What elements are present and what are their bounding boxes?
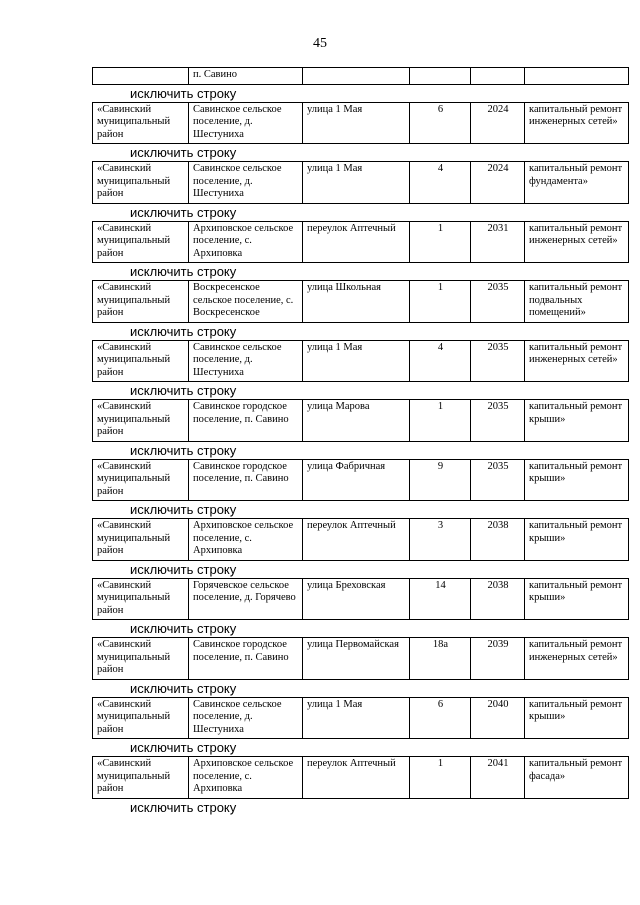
table-row [93, 340, 629, 382]
entry-table [92, 697, 629, 740]
district-cell: «Савинский муниципальный район [93, 102, 189, 144]
table-row [93, 578, 629, 620]
year-cell: 2039 [471, 638, 525, 680]
district-cell: «Савинский муниципальный район [93, 400, 189, 442]
street-cell: улица Марова [303, 400, 410, 442]
settlement-cell: Савинское городское поселение, п. Савино [189, 459, 303, 501]
house-number-cell: 3 [410, 519, 471, 561]
remove-row-instruction: исключить строку [130, 145, 237, 160]
remove-row-instruction: исключить строку [130, 740, 237, 755]
entry-table [92, 637, 629, 680]
page-number: 45 [313, 36, 327, 51]
settlement-cell: Горячевское сельское поселение, д. Горячево [189, 578, 303, 620]
street-cell: улица Бреховская [303, 578, 410, 620]
house-number-cell: 9 [410, 459, 471, 501]
district-cell: «Савинский муниципальный район [93, 578, 189, 620]
entry-table [92, 459, 629, 502]
year-cell: 2035 [471, 400, 525, 442]
house-number-cell: 18а [410, 638, 471, 680]
entries-list [92, 85, 623, 815]
prefix-table [92, 67, 629, 85]
table-row [93, 400, 629, 442]
table-row [93, 281, 629, 323]
district-cell: «Савинский муниципальный район [93, 697, 189, 739]
year-cell: 2035 [471, 281, 525, 323]
street-cell: переулок Аптечный [303, 519, 410, 561]
district-cell: «Савинский муниципальный район [93, 162, 189, 204]
entry-table [92, 161, 629, 204]
entry-table [92, 399, 629, 442]
entry-table [92, 518, 629, 561]
table-row [93, 757, 629, 799]
work-type-cell: капитальный ремонт подвальных помещений» [525, 281, 629, 323]
house-number-cell: 6 [410, 697, 471, 739]
remove-row-instruction: исключить строку [130, 204, 237, 220]
year-cell: 2024 [471, 162, 525, 204]
work-type-cell: капитальный ремонт инженерных сетей» [525, 340, 629, 382]
entry-table [92, 756, 629, 799]
street-cell: улица Первомайская [303, 638, 410, 680]
year-cell: 2038 [471, 578, 525, 620]
district-cell: «Савинский муниципальный район [93, 340, 189, 382]
house-number-cell: 14 [410, 578, 471, 620]
street-cell: улица Школьная [303, 281, 410, 323]
work-type-cell: капитальный ремонт крыши» [525, 400, 629, 442]
entry-table [92, 221, 629, 264]
settlement-cell: Савинское сельское поселение, д. Шестуниха [189, 102, 303, 144]
work-type-cell: капитальный ремонт инженерных сетей» [525, 102, 629, 144]
settlement-cell: Савинское сельское поселение, д. Шестуниха [189, 340, 303, 382]
remove-row-instruction: исключить строку [130, 799, 237, 815]
year-cell: 2038 [471, 519, 525, 561]
document-body [92, 67, 623, 816]
settlement-cell: Савинское сельское поселение, д. Шестуниха [189, 697, 303, 739]
district-cell: «Савинский муниципальный район [93, 519, 189, 561]
settlement-cell: Архиповское сельское поселение, с. Архиповка [189, 519, 303, 561]
settlement-cell: Архиповское сельское поселение, с. Архиповка [189, 757, 303, 799]
work-type-cell: капитальный ремонт крыши» [525, 578, 629, 620]
year-cell: 2040 [471, 697, 525, 739]
settlement-cell: Савинское городское поселение, п. Савино [189, 400, 303, 442]
district-cell: «Савинский муниципальный район [93, 638, 189, 680]
year-cell: 2041 [471, 757, 525, 799]
remove-row-instruction: исключить строку [130, 502, 237, 517]
district-cell: «Савинский муниципальный район [93, 221, 189, 263]
table-row [93, 697, 629, 739]
table-row [93, 221, 629, 263]
settlement-cell: Савинское сельское поселение, д. Шестуниха [189, 162, 303, 204]
settlement-cell: Воскресенское сельское поселение, с. Воскресенское [189, 281, 303, 323]
table-row [93, 459, 629, 501]
remove-row-instruction: исключить строку [130, 442, 237, 458]
year-cell: 2035 [471, 459, 525, 501]
street-cell: улица 1 Мая [303, 102, 410, 144]
table-row [93, 638, 629, 680]
remove-row-instruction: исключить строку [130, 264, 237, 279]
house-number-cell: 4 [410, 340, 471, 382]
house-number-cell: 1 [410, 400, 471, 442]
table-row [93, 162, 629, 204]
entry-table [92, 102, 629, 145]
house-number-cell: 1 [410, 281, 471, 323]
table-row [93, 519, 629, 561]
table-row [93, 68, 629, 85]
year-cell: 2035 [471, 340, 525, 382]
table-row [93, 102, 629, 144]
district-cell: «Савинский муниципальный район [93, 281, 189, 323]
remove-row-instruction: исключить строку [130, 680, 237, 696]
house-number-cell: 6 [410, 102, 471, 144]
work-type-cell: капитальный ремонт крыши» [525, 519, 629, 561]
settlement-cell: Савинское городское поселение, п. Савино [189, 638, 303, 680]
work-type-cell: капитальный ремонт инженерных сетей» [525, 221, 629, 263]
street-cell: улица 1 Мая [303, 697, 410, 739]
entry-table [92, 340, 629, 383]
settlement-cell: п. Савино [189, 68, 303, 85]
year-cell: 2024 [471, 102, 525, 144]
street-cell: улица 1 Мая [303, 162, 410, 204]
work-type-cell: капитальный ремонт фасада» [525, 757, 629, 799]
house-number-cell: 4 [410, 162, 471, 204]
remove-row-instruction: исключить строку [130, 621, 237, 636]
entry-table [92, 280, 629, 323]
remove-row-instruction: исключить строку [130, 323, 237, 339]
work-type-cell: капитальный ремонт фундамента» [525, 162, 629, 204]
work-type-cell: капитальный ремонт крыши» [525, 697, 629, 739]
remove-row-instruction: исключить строку [130, 85, 237, 101]
entry-table [92, 578, 629, 621]
street-cell: переулок Аптечный [303, 757, 410, 799]
house-number-cell: 1 [410, 757, 471, 799]
house-number-cell: 1 [410, 221, 471, 263]
work-type-cell: капитальный ремонт инженерных сетей» [525, 638, 629, 680]
remove-row-instruction: исключить строку [130, 383, 237, 398]
street-cell: улица Фабричная [303, 459, 410, 501]
remove-row-instruction: исключить строку [130, 561, 237, 577]
street-cell: улица 1 Мая [303, 340, 410, 382]
settlement-cell: Архиповское сельское поселение, с. Архиповка [189, 221, 303, 263]
year-cell: 2031 [471, 221, 525, 263]
district-cell: «Савинский муниципальный район [93, 757, 189, 799]
district-cell: «Савинский муниципальный район [93, 459, 189, 501]
street-cell: переулок Аптечный [303, 221, 410, 263]
work-type-cell: капитальный ремонт крыши» [525, 459, 629, 501]
